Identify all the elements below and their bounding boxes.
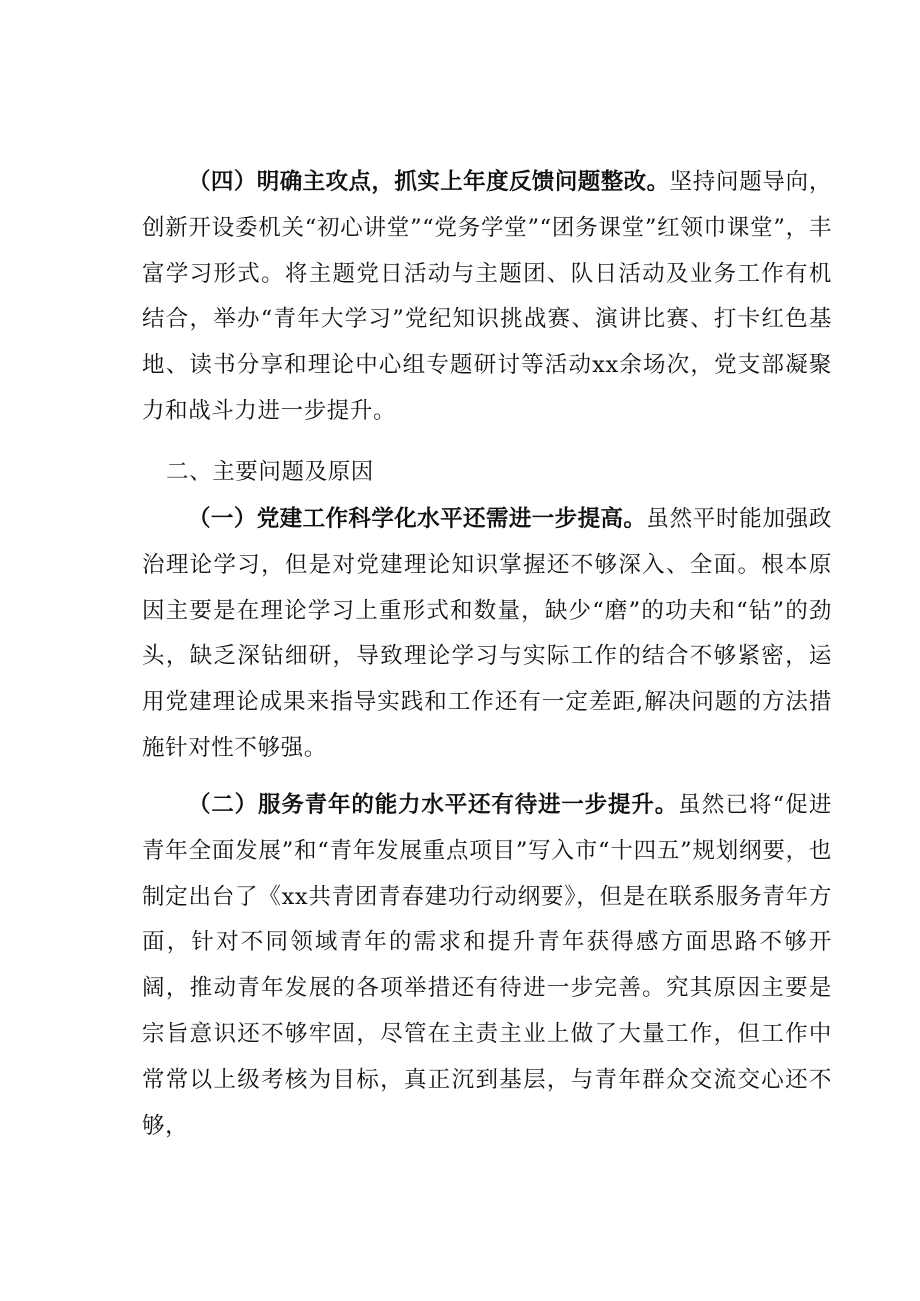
paragraph-problem-2 bbox=[142, 783, 832, 1149]
paragraph-section-4 bbox=[142, 160, 832, 435]
paragraph-body: 坚持问题导向，创新开设委机关“初心讲堂”“党务学堂”“团务课堂”红领巾课堂”，丰富学习形式。将主题党日活动与主题团、队日活动及业务工作有机结合，举办“青年大学习”党纪知识挑战赛、演讲比赛、打卡红色基地、读书分享和理论中心组专题研讨等活动xx余场次，党支部凝聚力和战斗力进一步提升。 bbox=[142, 169, 832, 424]
paragraph-problem-1 bbox=[142, 497, 832, 772]
paragraph-body: 虽然已将“促进青年全面发展”和“青年发展重点项目”写入市“十四五”规划纲要，也制定出台了《xx共青团青春建功行动纲要》，但是在联系服务青年方面，针对不同领域青年的需求和提升青年获得感方面思路不够开阔，推动青年发展的各项举措还有待进一步完善。究其原因主要是宗旨意识还不够牢固，尽管在主责主业上做了大量工作，但工作中常常以上级考核为目标，真正沉到基层，与青年群众交流交心还不够， bbox=[142, 792, 832, 1139]
paragraph-lead-bold: （一）党建工作科学化水平还需进一步提高。 bbox=[188, 506, 647, 532]
paragraph-lead-bold: （二）服务青年的能力水平还有待进一步提升。 bbox=[188, 792, 679, 818]
paragraph-lead-bold: （四）明确主攻点，抓实上年度反馈问题整改。 bbox=[188, 169, 670, 195]
paragraph-body: 虽然平时能加强政治理论学习，但是对党建理论知识掌握还不够深入、全面。根本原因主要是在理论学习上重形式和数量，缺少“磨”的功夫和“钻”的劲头，缺乏深钻细研，导致理论学习与实际工作的结合不够紧密，运用党建理论成果来指导实践和工作还有一定差距,解决问题的方法措施针对性不够强。 bbox=[142, 506, 832, 761]
section-heading-main-problems: 二、主要问题及原因 bbox=[166, 459, 374, 485]
